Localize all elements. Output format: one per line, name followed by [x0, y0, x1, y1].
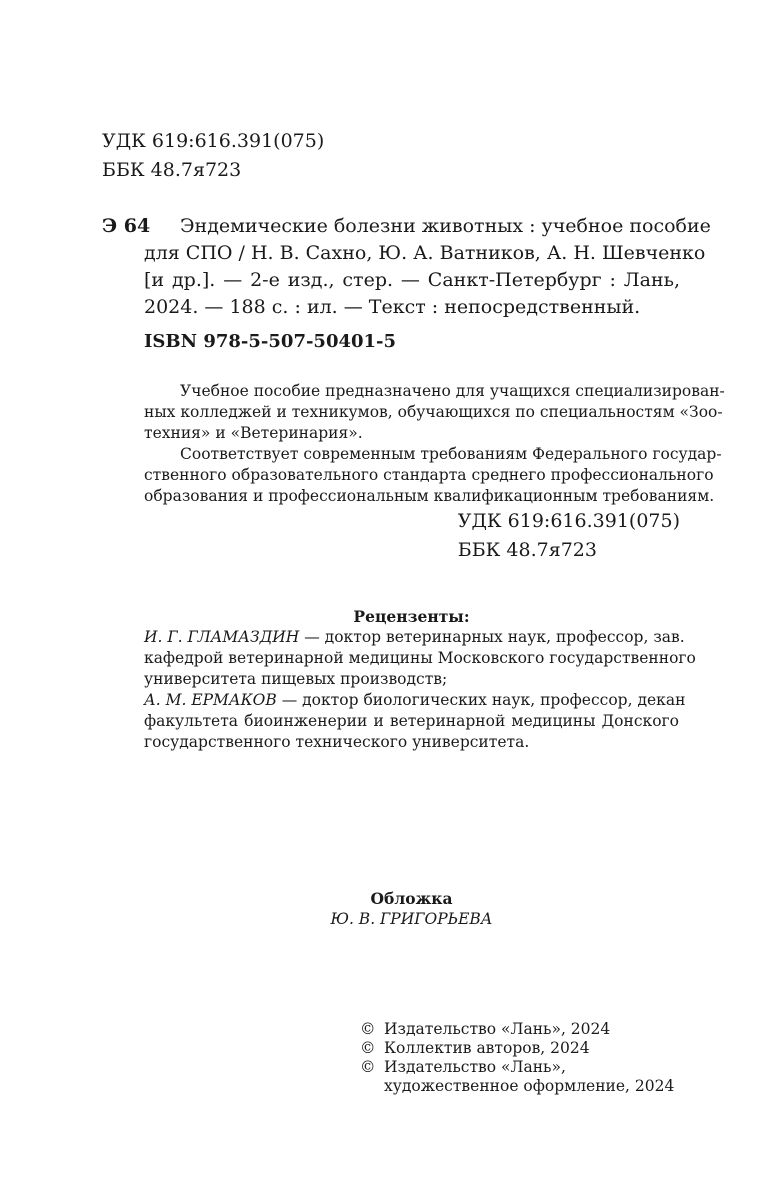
udk-code: УДК 619:616.391(075)	[457, 510, 680, 532]
reviewer-line: университета пищевых производств;	[144, 670, 448, 688]
annotation-line: техния» и «Ветеринария».	[144, 424, 363, 442]
cover-heading: Обложка	[370, 889, 453, 908]
reviewer-title: — доктор биологических наук, профессор, декан	[276, 691, 686, 709]
reviewer-line: кафедрой ветеринарной медицины Московского государственного	[144, 649, 696, 667]
copyright-symbol: ©	[360, 1020, 376, 1038]
copyright-row	[360, 1039, 674, 1058]
biblio-line: Эндемические болезни животных : учебное пособие	[180, 215, 711, 237]
copyright-block	[360, 1020, 674, 1096]
reviewer-line	[144, 690, 686, 711]
copyright-text: Коллектив авторов, 2024	[384, 1039, 590, 1057]
annotation-line: образования и профессиональным квалификационным требованиям.	[144, 487, 715, 505]
annotation-line: ственного образовательного стандарта среднего профессионального	[144, 466, 714, 484]
reviewers-block	[144, 606, 696, 753]
copyright-row	[360, 1077, 674, 1096]
udk-code: УДК 619:616.391(075)	[102, 130, 325, 152]
author-code: Э 64	[102, 215, 151, 237]
reviewer-title: — доктор ветеринарных наук, профессор, зав.	[299, 628, 685, 646]
copyright-row	[360, 1020, 674, 1039]
annotation	[144, 381, 725, 507]
annotation-line: Соответствует современным требованиям Федерального государ-	[180, 445, 722, 463]
reviewers-heading: Рецензенты:	[353, 607, 470, 626]
reviewer-line	[144, 627, 685, 648]
copyright-symbol: ©	[360, 1058, 376, 1076]
bbk-code: ББК 48.7я723	[102, 159, 242, 181]
annotation-line: Учебное пособие предназначено для учащихся специализирован-	[180, 382, 725, 400]
annotation-line: ных колледжей и техникумов, обучающихся по специальностям «Зоо-	[144, 403, 723, 421]
reviewer-line: государственного технического университета.	[144, 733, 530, 751]
cover-designer: Ю. В. ГРИГОРЬЕВА	[330, 910, 493, 928]
reviewer-line: факультета биоинженерии и ветеринарной медицины Донского	[144, 712, 679, 730]
biblio-line: 2024. — 188 с. : ил. — Текст : непосредственный.	[144, 296, 641, 318]
copyright-text: Издательство «Лань», 2024	[384, 1020, 611, 1038]
copyright-text: художественное оформление, 2024	[384, 1077, 675, 1095]
biblio-line: [и др.]. — 2-е изд., стер. — Санкт-Петербург : Лань,	[144, 269, 680, 291]
classification-bottom	[458, 507, 680, 565]
cover-credit	[144, 888, 679, 930]
copyright-text: Издательство «Лань»,	[384, 1058, 566, 1076]
bibliographic-entry	[102, 213, 711, 321]
reviewer-name: А. М. ЕРМАКОВ	[144, 691, 277, 709]
classification-top	[102, 127, 324, 185]
copyright-row	[360, 1058, 674, 1077]
biblio-line: для СПО / Н. В. Сахно, Ю. А. Ватников, А. Н. Шевченко	[144, 242, 706, 264]
bibliographic-description	[144, 213, 711, 321]
isbn: ISBN 978-5-507-50401-5	[144, 331, 397, 352]
reviewer-name: И. Г. ГЛАМАЗДИН	[144, 628, 300, 646]
copyright-symbol: ©	[360, 1039, 376, 1057]
bbk-code: ББК 48.7я723	[457, 539, 597, 561]
